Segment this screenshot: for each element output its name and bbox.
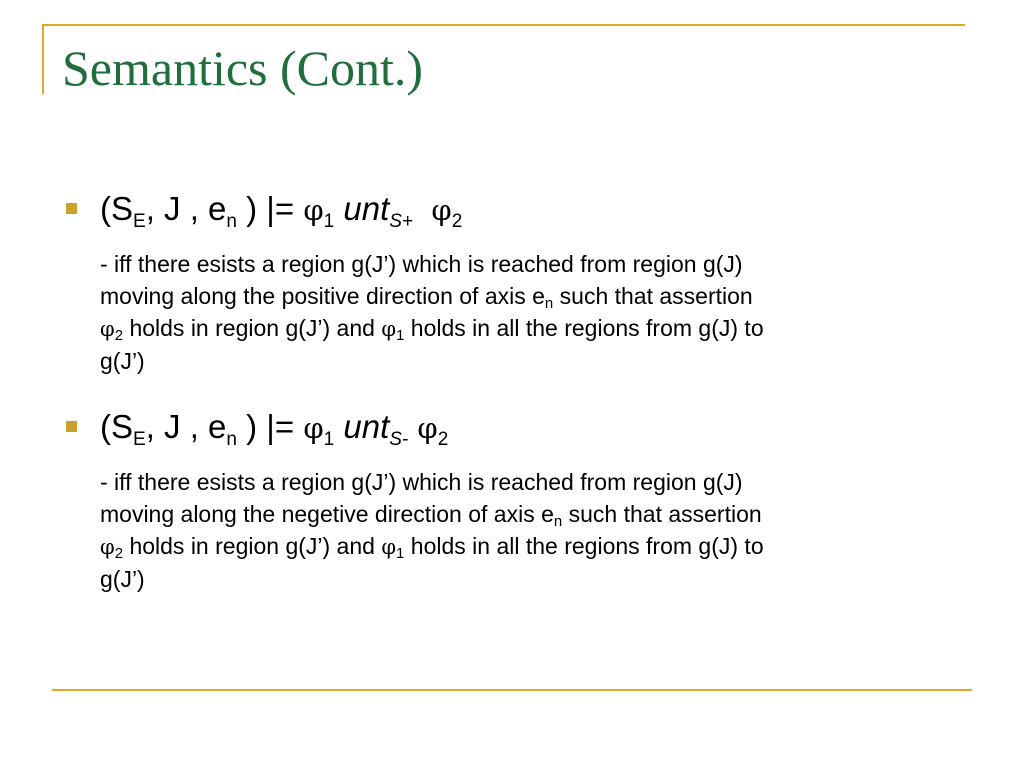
- explanation-line-2-tail: such that assertion: [562, 501, 762, 527]
- explanation-unt-positive: [100, 248, 965, 377]
- formula-open: (S: [100, 190, 133, 227]
- formula-close: ) |=: [236, 408, 304, 445]
- unt-operator-subscript: S-: [389, 429, 409, 450]
- phi1-inline-subscript: 1: [396, 545, 405, 562]
- phi2-inline-subscript: 2: [114, 327, 124, 344]
- axis-subscript: n: [544, 295, 554, 312]
- phi1-subscript: 1: [323, 211, 335, 232]
- formula-unt-negative: [100, 404, 448, 451]
- explanation-line-3-text: holds in region g(J’) and: [123, 315, 382, 341]
- square-bullet-icon: [66, 203, 77, 214]
- formula-mid: , J , e: [145, 408, 227, 445]
- explanation-unt-negative: [100, 466, 965, 595]
- formula-mid: , J , e: [145, 190, 227, 227]
- formula-close: ) |=: [236, 190, 304, 227]
- square-bullet-icon: [66, 421, 77, 432]
- formula-open: (S: [100, 408, 133, 445]
- frame-top-rule: [42, 24, 965, 26]
- phi1-inline-symbol: φ: [381, 317, 397, 341]
- explanation-line-3-text: holds in region g(J’) and: [123, 533, 382, 559]
- slide-title: Semantics (Cont.): [62, 40, 424, 96]
- explanation-line-1: - iff there esists a region g(J’) which is reached from region g(J): [100, 469, 743, 495]
- explanation-line-3-tail: holds in all the regions from g(J) to: [404, 315, 764, 341]
- explanation-line-2-tail: such that assertion: [553, 283, 753, 309]
- unt-operator-subscript: S+: [389, 211, 414, 232]
- formula-sub-n: n: [226, 429, 237, 450]
- phi2-inline-symbol: φ: [100, 535, 115, 559]
- explanation-line-2: [100, 280, 965, 312]
- explanation-line-3: [100, 312, 965, 345]
- unt-operator: unt: [343, 408, 390, 445]
- formula-sub-e: E: [133, 211, 146, 232]
- explanation-line-2-text: moving along the positive direction of axis e: [100, 283, 545, 309]
- axis-subscript: n: [553, 513, 563, 530]
- phi1-symbol: φ: [303, 411, 324, 445]
- explanation-line-3: [100, 530, 965, 563]
- unt-operator: unt: [343, 190, 390, 227]
- phi2-subscript: 2: [451, 211, 463, 232]
- formula-unt-positive: [100, 186, 462, 233]
- phi2-inline-subscript: 2: [114, 545, 124, 562]
- phi2-symbol: φ: [417, 411, 438, 445]
- explanation-line-4: g(J’): [100, 348, 145, 374]
- phi2-subscript: 2: [437, 429, 449, 450]
- explanation-line-1: - iff there esists a region g(J’) which is reached from region g(J): [100, 251, 743, 277]
- phi2-inline-symbol: φ: [100, 317, 115, 341]
- formula-sub-n: n: [226, 211, 237, 232]
- phi1-symbol: φ: [303, 193, 324, 227]
- phi1-inline-subscript: 1: [396, 327, 405, 344]
- explanation-line-3-tail: holds in all the regions from g(J) to: [404, 533, 764, 559]
- explanation-line-4: g(J’): [100, 566, 145, 592]
- frame-bottom-rule: [52, 689, 972, 691]
- phi1-subscript: 1: [323, 429, 335, 450]
- phi1-inline-symbol: φ: [381, 535, 397, 559]
- frame-left-rule: [42, 24, 44, 94]
- phi2-symbol: φ: [431, 193, 452, 227]
- formula-sub-e: E: [133, 429, 146, 450]
- explanation-line-2-text: moving along the negetive direction of axis e: [100, 501, 554, 527]
- explanation-line-2: [100, 498, 965, 530]
